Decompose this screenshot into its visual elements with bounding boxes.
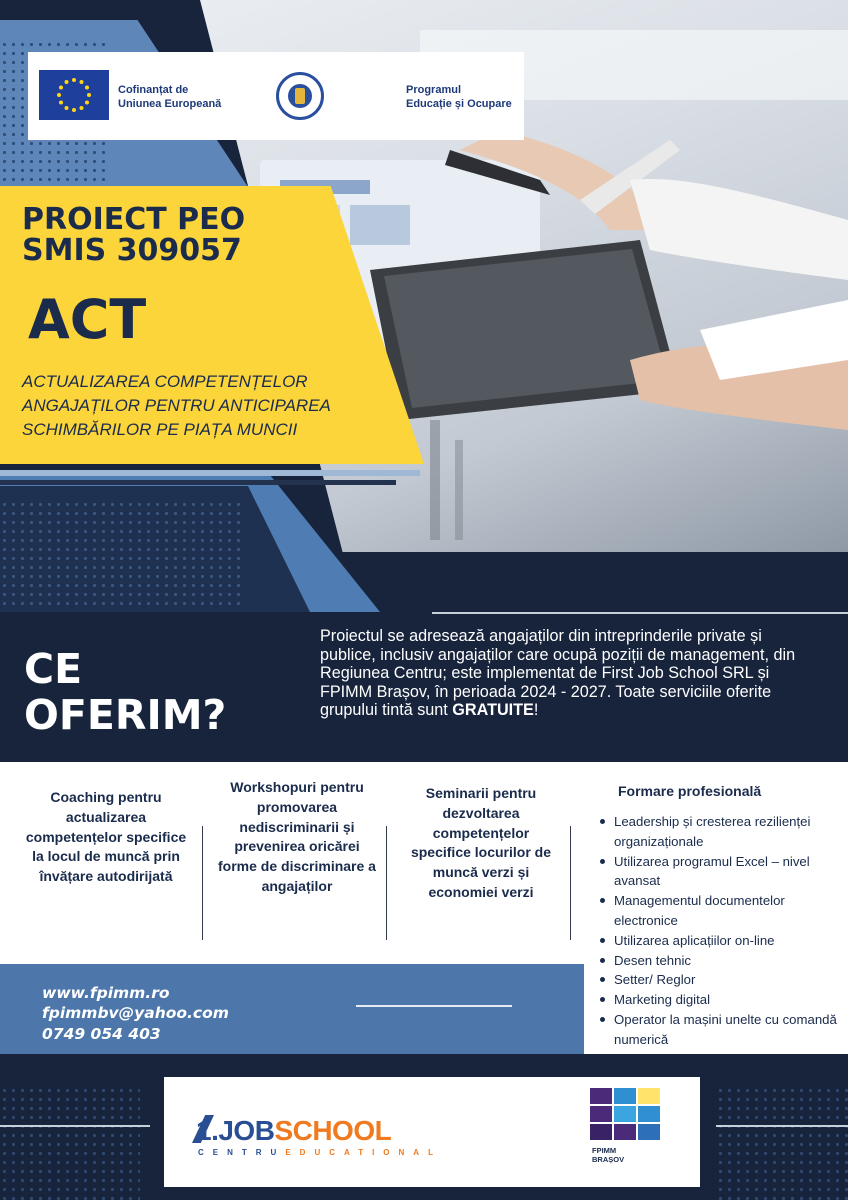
- decorative-stripe: [0, 470, 420, 476]
- divider-line: [0, 1125, 150, 1127]
- training-item: Managementul documentelor electronice: [598, 891, 842, 931]
- jobschool-prefix: 1.: [196, 1115, 219, 1146]
- project-subtitle: ACTUALIZAREA COMPETENȚELOR ANGAJAȚILOR PENTRU ANTICIPAREA SCHIMBĂRILOR PE PIAȚA MUNCII: [22, 372, 331, 439]
- training-item: Utilizarea programul Excel – nivel avansat: [598, 852, 842, 892]
- divider-line: [716, 1125, 848, 1127]
- decorative-stripe: [0, 480, 396, 485]
- decorative-dots: [0, 500, 240, 610]
- project-code: [22, 204, 282, 266]
- offer-heading: [24, 646, 304, 738]
- jobschool-logo: [196, 1116, 391, 1146]
- fpimm-label: [592, 1146, 652, 1164]
- fpimm-label-line: FPIMM: [592, 1146, 617, 1155]
- training-item: Utilizarea aplicațiilor on-line: [598, 931, 842, 951]
- offer-heading-line: CE: [24, 645, 83, 693]
- decorative-dots: [0, 1086, 140, 1200]
- jobschool-tagline: [198, 1148, 442, 1158]
- training-title: Formare profesională: [618, 783, 762, 799]
- eu-label-line: Cofinanțat de: [118, 84, 189, 96]
- offer-heading-line: OFERIM?: [24, 691, 227, 739]
- jobschool-tagline-blue: CENTRU: [198, 1148, 286, 1157]
- training-item: Leadership și cresterea rezilienței organizaționale: [598, 812, 842, 852]
- decorative-dots: [716, 1086, 848, 1200]
- offer-description-text: Proiectul se adresează angajaților din intreprinderile private și publice, inclusiv angajaților care ocupă poziții de management, din Regiunea Centru; este implementat de First Job School SRL și FPIMM Brașov, în perioada 2024 - 2027. Toate serviciile oferite grupului tintă sunt: [320, 627, 796, 720]
- training-item: Operator la mașini unelte cu comandă numerică: [598, 1010, 842, 1050]
- eu-label-line: Uniunea Europeană: [118, 98, 222, 110]
- government-seal-icon: [276, 72, 324, 120]
- training-item: Desen tehnic: [598, 951, 842, 971]
- project-acronym: ACT: [28, 288, 147, 351]
- project-code-line: PROIECT PEO: [22, 202, 246, 237]
- program-label: [406, 83, 526, 111]
- eu-cofinancing-label: [118, 83, 258, 111]
- training-item: Marketing digital: [598, 990, 842, 1010]
- divider-line: [386, 826, 387, 940]
- program-label-line: Educație și Ocupare: [406, 98, 512, 110]
- program-label-line: Programul: [406, 84, 462, 96]
- fpimm-label-line: BRAȘOV: [592, 1155, 625, 1164]
- offer-end-mark: !: [533, 701, 539, 720]
- website-link[interactable]: www.fpimm.ro: [42, 984, 170, 1002]
- training-list: [598, 812, 842, 1050]
- service-coaching: Coaching pentru actualizarea competențelor specifice la locul de muncă prin învățare autodirijată: [25, 789, 187, 885]
- jobschool-job: JOB: [218, 1115, 275, 1146]
- funding-logos: [28, 52, 524, 140]
- eu-flag-icon: [39, 70, 109, 120]
- phone-number[interactable]: 0749 054 403: [42, 1025, 161, 1043]
- jobschool-school: SCHOOL: [274, 1115, 392, 1146]
- free-highlight: GRATUITE: [452, 701, 534, 720]
- divider-line: [356, 1005, 512, 1007]
- service-workshops: Workshopuri pentru promovarea nediscriminarii și prevenirea oricărei forme de discriminare a angajaților: [218, 779, 376, 894]
- training-item: Setter/ Reglor: [598, 970, 842, 990]
- divider-line: [432, 612, 848, 614]
- jobschool-tagline-orange: EDUCATIONAL: [285, 1148, 442, 1157]
- fpimm-logo-icon: [590, 1088, 660, 1140]
- email-link[interactable]: fpimmbv@yahoo.com: [42, 1004, 229, 1022]
- project-code-line: SMIS 309057: [22, 233, 242, 268]
- service-seminars: Seminarii pentru dezvoltarea competențelor specifice locurilor de muncă verzi și economiei verzi: [410, 785, 552, 900]
- divider-line: [570, 826, 571, 940]
- offer-description: [320, 627, 820, 720]
- divider-line: [202, 826, 203, 940]
